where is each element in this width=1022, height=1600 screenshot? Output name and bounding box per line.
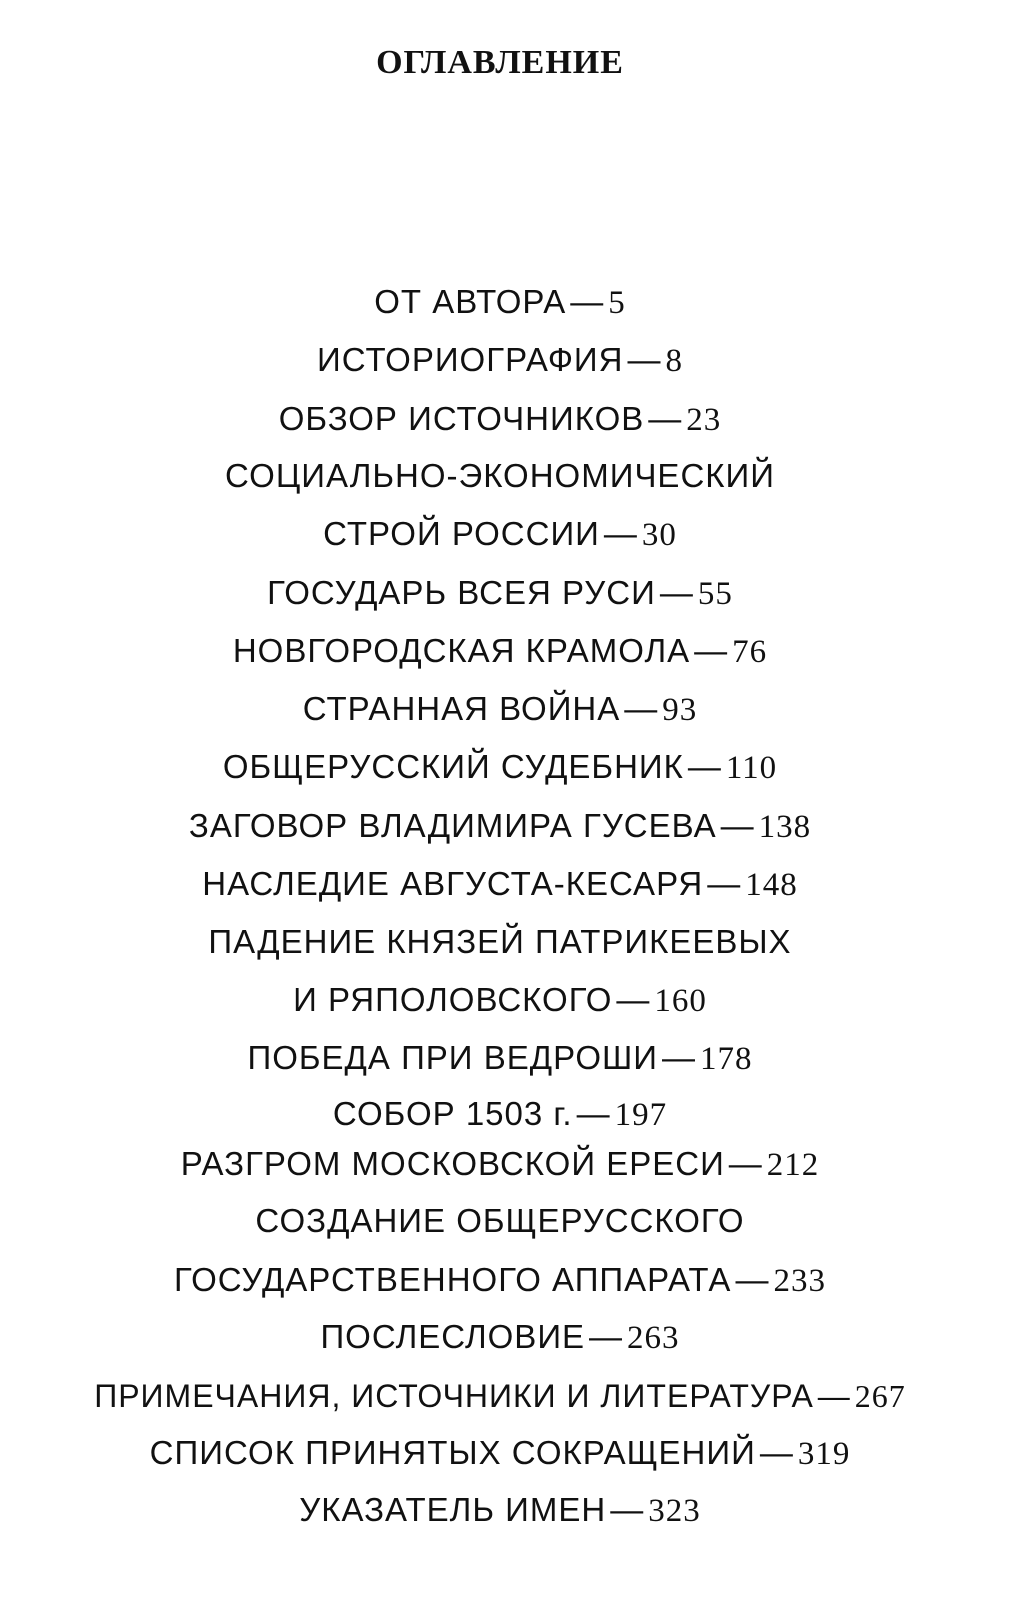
toc-entry xyxy=(0,1144,1000,1185)
toc-entry-page-number: 8 xyxy=(665,343,683,379)
page-title: ОГЛАВЛЕНИЕ xyxy=(376,44,624,81)
toc-entry-dash: — xyxy=(610,1491,645,1528)
toc-entry-dash: — xyxy=(603,515,638,552)
toc-entry-page-number: 323 xyxy=(648,1493,701,1529)
toc-entry xyxy=(0,282,1000,323)
toc-entry xyxy=(0,980,1000,1021)
toc-entry-dash: — xyxy=(817,1378,851,1414)
toc-entry xyxy=(0,689,1000,730)
toc-entry-dash: — xyxy=(627,341,662,378)
toc-entry-dash: — xyxy=(648,400,683,437)
toc-entry-title: РАЗГРОМ МОСКОВСКОЙ ЕРЕСИ xyxy=(180,1145,725,1182)
toc-entry-page-number: 267 xyxy=(854,1378,906,1414)
toc-entry-page-number: 55 xyxy=(697,576,733,612)
toc-entry-dash: — xyxy=(616,981,651,1018)
toc-entry xyxy=(0,1317,1000,1358)
toc-entry-page-number: 178 xyxy=(700,1041,753,1077)
toc-entry-title: ПРИМЕЧАНИЯ, ИСТОЧНИКИ И ЛИТЕРАТУРА xyxy=(94,1378,814,1414)
toc-entry xyxy=(0,747,1000,788)
toc-entry-dash: — xyxy=(589,1318,624,1355)
toc-entry xyxy=(0,806,1000,847)
toc-entry-dash: — xyxy=(728,1145,763,1182)
toc-entry-title: ПОСЛЕСЛОВИЕ xyxy=(320,1318,586,1355)
toc-entry-title: ИСТОРИОГРАФИЯ xyxy=(317,341,624,378)
toc-entry-title: ЗАГОВОР ВЛАДИМИРА ГУСЕВА xyxy=(188,807,717,844)
toc-entry-page-number: 76 xyxy=(732,634,768,670)
toc-entry xyxy=(0,1376,1000,1416)
toc-entry-dash: — xyxy=(687,748,722,785)
toc-entry-page-number: 319 xyxy=(797,1436,851,1472)
toc-entry xyxy=(0,1490,1000,1531)
toc-entry-dash: — xyxy=(720,807,755,844)
toc-entry-page-number: 30 xyxy=(641,517,677,553)
toc-entry-dash: — xyxy=(759,1434,794,1471)
toc-entry-dash: — xyxy=(624,690,659,727)
toc-entry-title: СПИСОК ПРИНЯТЫХ СОКРАЩЕНИЙ xyxy=(149,1434,756,1471)
toc-entry-dash: — xyxy=(707,865,742,902)
toc-entry-title: ГОСУДАРСТВЕННОГО АППАРАТА xyxy=(174,1261,732,1298)
toc-entry-dash: — xyxy=(576,1095,611,1132)
toc-entry-title: ОБЩЕРУССКИЙ СУДЕБНИК xyxy=(222,748,684,785)
toc-entry-title: ОБЗОР ИСТОЧНИКОВ xyxy=(278,400,645,437)
toc-entry-dash: — xyxy=(662,1039,696,1076)
toc-entry-page-number: 110 xyxy=(725,750,778,786)
toc-entry-page-number: 197 xyxy=(614,1097,668,1133)
toc-entry-title: ПОБЕДА ПРИ ВЕДРОШИ xyxy=(247,1039,658,1076)
toc-entry-page-number: 138 xyxy=(758,809,812,845)
toc-entry xyxy=(0,922,1000,962)
toc-entry-title: СОЦИАЛЬНО-ЭКОНОМИЧЕСКИЙ xyxy=(225,457,775,494)
toc-entry-page-number: 160 xyxy=(654,983,707,1019)
toc-entry-title: НАСЛЕДИЕ АВГУСТА-КЕСАРЯ xyxy=(202,865,704,902)
toc-entry xyxy=(0,1433,1000,1474)
toc-entry-dash: — xyxy=(694,632,729,669)
toc-entry-dash: — xyxy=(570,283,605,320)
toc-entry-page-number: 5 xyxy=(608,285,626,321)
toc-entry xyxy=(0,631,1000,672)
toc-entry xyxy=(0,1260,1000,1301)
toc-entry-title: ПАДЕНИЕ КНЯЗЕЙ ПАТРИКЕЕВЫХ xyxy=(208,923,792,960)
toc-entry xyxy=(0,399,1000,440)
toc-entry-title: СТРОЙ РОССИИ xyxy=(323,515,600,552)
toc-entry-title: УКАЗАТЕЛЬ ИМЕН xyxy=(299,1491,607,1528)
toc-entry-title: ГОСУДАРЬ ВСЕЯ РУСИ xyxy=(267,574,656,611)
toc-entry-title: СОБОР 1503 г. xyxy=(332,1095,573,1132)
toc-entry xyxy=(0,573,1000,614)
toc-entry-title: И РЯПОЛОВСКОГО xyxy=(293,981,613,1018)
toc-entry-page-number: 93 xyxy=(662,692,698,728)
toc-entry-page-number: 233 xyxy=(773,1263,826,1299)
toc-entry-dash: — xyxy=(659,574,694,611)
toc-entry xyxy=(0,1038,1000,1079)
toc-entry xyxy=(0,864,1000,905)
toc-entry-page-number: 23 xyxy=(686,402,722,438)
toc-entry xyxy=(0,1201,1000,1241)
toc-entry-page-number: 263 xyxy=(627,1320,680,1356)
toc-entry-title: СТРАННАЯ ВОЙНА xyxy=(302,690,621,727)
toc-entry-title: ОТ АВТОРА xyxy=(374,283,567,320)
toc-entry-page-number: 212 xyxy=(766,1147,820,1183)
toc-entry xyxy=(0,514,1000,555)
toc-entry-title: СОЗДАНИЕ ОБЩЕРУССКОГО xyxy=(255,1202,745,1239)
toc-entry-title: НОВГОРОДСКАЯ КРАМОЛА xyxy=(232,632,691,669)
toc-entry xyxy=(0,340,1000,381)
toc-entry-page-number: 148 xyxy=(745,867,798,903)
toc-entry-dash: — xyxy=(735,1261,770,1298)
toc-entry xyxy=(0,1094,1000,1135)
toc-entry xyxy=(0,456,1000,496)
